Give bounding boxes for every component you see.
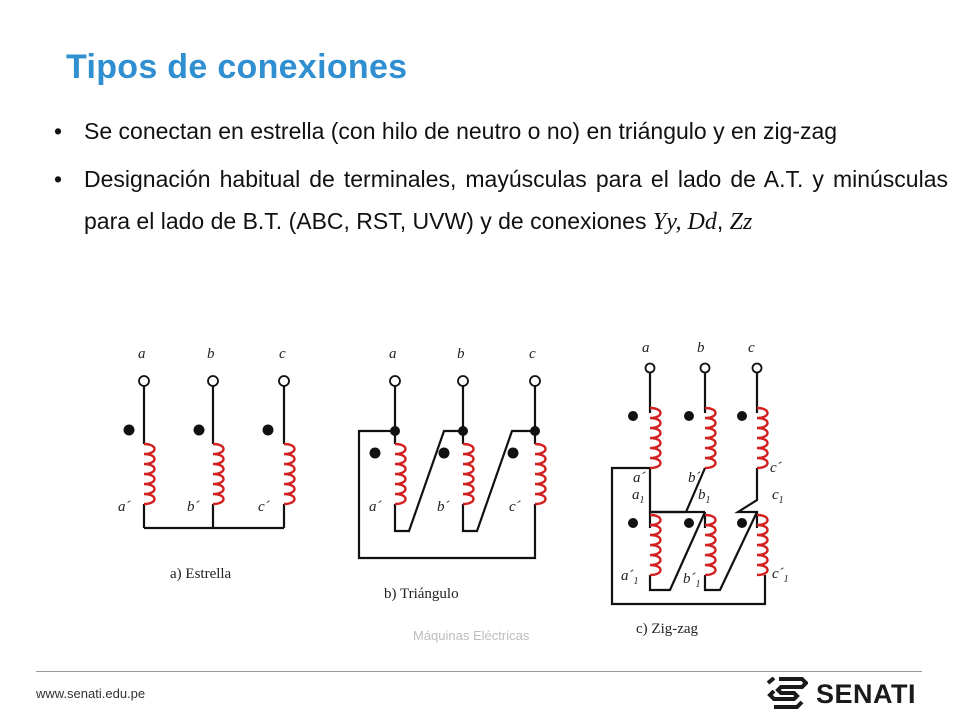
footer-watermark: Máquinas Eléctricas bbox=[413, 628, 530, 643]
delta-terminal-c: c bbox=[529, 346, 536, 362]
terminal-circle bbox=[701, 364, 710, 373]
bullet-marker: • bbox=[54, 118, 63, 144]
polarity-dot bbox=[124, 425, 135, 436]
zigzag-lower-start-c: $c_1$ bbox=[772, 487, 784, 506]
zigzag-upper-end-c: c´ bbox=[770, 460, 782, 476]
terminal-circle bbox=[208, 376, 218, 386]
terminal-circle bbox=[530, 376, 540, 386]
delta-caption: b) Triángulo bbox=[384, 586, 459, 602]
terminal-circle bbox=[139, 376, 149, 386]
polarity-dot bbox=[684, 518, 694, 528]
zigzag-upper-end-a: a´ bbox=[633, 470, 646, 486]
winding-coil bbox=[144, 444, 155, 504]
junction-dot bbox=[390, 426, 400, 436]
bullet-marker: • bbox=[54, 166, 63, 192]
junction-dot bbox=[530, 426, 540, 436]
connection-code-zz: Zz bbox=[729, 209, 753, 235]
delta-terminal-a: a bbox=[389, 346, 397, 362]
footer-divider bbox=[36, 671, 922, 672]
senati-s-logo-icon bbox=[766, 677, 808, 711]
winding-coil bbox=[463, 444, 474, 504]
polarity-dot bbox=[508, 448, 519, 459]
star-end-a: a´ bbox=[118, 499, 131, 515]
footer-url: www.senati.edu.pe bbox=[36, 686, 146, 701]
winding-coil bbox=[757, 408, 768, 468]
delta-terminal-b: b bbox=[457, 346, 465, 362]
winding-coil bbox=[284, 444, 295, 504]
polarity-dot bbox=[194, 425, 205, 436]
polarity-dot bbox=[737, 518, 747, 528]
polarity-dot bbox=[628, 518, 638, 528]
star-caption: a) Estrella bbox=[170, 566, 232, 582]
zigzag-upper-end-b: b´ bbox=[688, 470, 701, 486]
polarity-dot bbox=[737, 411, 747, 421]
logo-text: SENATI bbox=[816, 678, 917, 709]
winding-coil bbox=[650, 515, 661, 575]
winding-coil bbox=[650, 408, 661, 468]
slide-title: Tipos de conexiones bbox=[66, 48, 408, 86]
delta-connection-diagram bbox=[359, 346, 546, 602]
bullet-text-main: Designación habitual de terminales, mayúsculas para el lado de A.T. y minúsculas para el lado de B.T. (ABC, RST, UVW) y de conexiones bbox=[84, 166, 948, 234]
star-terminal-b: b bbox=[207, 346, 215, 362]
polarity-dot bbox=[263, 425, 274, 436]
star-end-b: b´ bbox=[187, 499, 200, 515]
zigzag-lower-end-a: $a´_1$ bbox=[621, 568, 639, 587]
zigzag-lower-start-a: $a_1$ bbox=[632, 487, 645, 506]
polarity-dot bbox=[370, 448, 381, 459]
delta-end-c: c´ bbox=[509, 499, 521, 515]
winding-coil bbox=[705, 408, 716, 468]
polarity-dot bbox=[439, 448, 450, 459]
zigzag-lower-start-b: $b_1$ bbox=[698, 487, 711, 506]
star-terminal-a: a bbox=[138, 346, 146, 362]
terminal-circle bbox=[279, 376, 289, 386]
senati-logo bbox=[766, 677, 916, 711]
star-terminal-c: c bbox=[279, 346, 286, 362]
terminal-circle bbox=[646, 364, 655, 373]
winding-coil bbox=[757, 515, 768, 575]
delta-end-b: b´ bbox=[437, 499, 450, 515]
polarity-dot bbox=[684, 411, 694, 421]
star-terminal-labels bbox=[138, 346, 286, 362]
terminal-circle bbox=[753, 364, 762, 373]
zigzag-terminal-b: b bbox=[697, 340, 705, 356]
zigzag-terminal-a: a bbox=[642, 340, 650, 356]
delta-end-a: a´ bbox=[369, 499, 382, 515]
delta-wiring bbox=[359, 376, 546, 558]
winding-coil bbox=[535, 444, 546, 504]
terminal-circle bbox=[390, 376, 400, 386]
zigzag-terminal-c: c bbox=[748, 340, 755, 356]
bullet-text: Se conectan en estrella (con hilo de neutro o no) en triángulo y en zig-zag bbox=[84, 118, 838, 144]
winding-coil bbox=[395, 444, 406, 504]
star-connection-diagram bbox=[118, 346, 295, 582]
connection-codes: Yy, Dd bbox=[652, 209, 717, 235]
junction-dot bbox=[458, 426, 468, 436]
winding-coil bbox=[213, 444, 224, 504]
zigzag-lower-end-c: $c´_1$ bbox=[772, 566, 789, 585]
zigzag-connection-diagram bbox=[612, 340, 789, 637]
terminal-circle bbox=[458, 376, 468, 386]
zigzag-caption: c) Zig-zag bbox=[636, 621, 699, 637]
star-end-c: c´ bbox=[258, 499, 270, 515]
zigzag-lower-end-b: $b´_1$ bbox=[683, 571, 701, 590]
connection-codes-sep: , bbox=[716, 208, 730, 234]
winding-coil bbox=[705, 515, 716, 575]
polarity-dot bbox=[628, 411, 638, 421]
